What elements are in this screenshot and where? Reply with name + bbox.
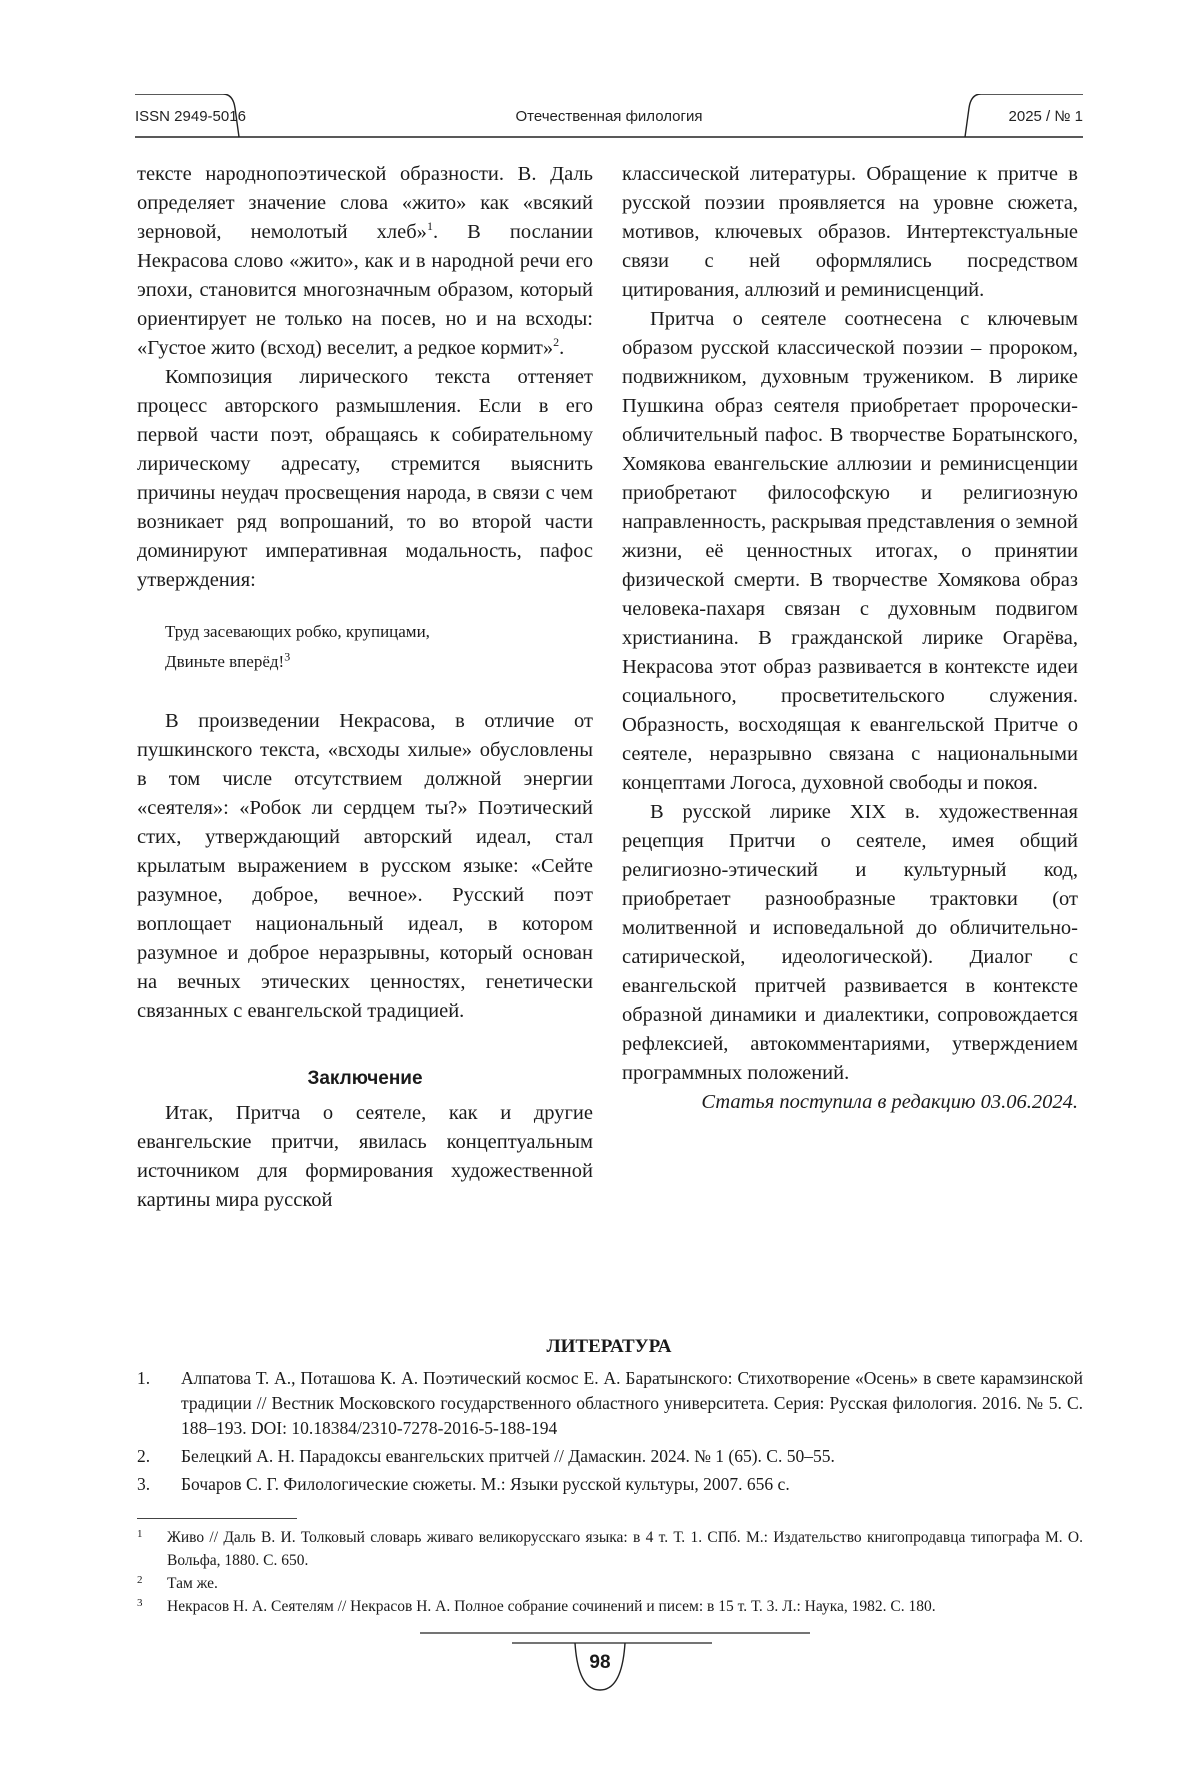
verse-line: Двиньте вперёд!$^3$ <box>165 649 291 671</box>
verse-line: Труд засевающих робко, крупицами, <box>165 622 430 641</box>
footnote: 2 Там же. <box>137 1574 218 1592</box>
footnote-ref-1[interactable]: 1 <box>426 219 433 234</box>
reference-item: 3. Бочаров С. Г. Филологические сюжеты. М.: Языки русской культуры, 2007. 656 с. <box>137 1474 790 1494</box>
references-title: ЛИТЕРАТУРА <box>546 1336 672 1357</box>
footnote: 3 Некрасов Н. А. Сеятелям // Некрасов Н. А. Полное собрание сочинений и писем: в 15 т. Т. 3. Л.: Наука, 1982. С. 180. <box>137 1597 936 1615</box>
header-issn: ISSN 2949-5016 <box>135 108 246 125</box>
paragraph: В русской лирике XIX в. художественная рецепция Притчи о сеятеле, имея общий религиозно-этический и культурный код, приобретает разнообразные трактовки (от молитвенной и исповедальной до обличительно-сатирической, идеологической). Диалог с евангельской притчей развивается в контексте образной динамики и диалектики, сопровождается рефлексией, автокомментариями, утверждением программных положений. <box>622 801 1078 1084</box>
running-header <box>135 94 1083 138</box>
reference-item: 1. Алпатова Т. А., Поташова К. А. Поэтический космос Е. А. Баратынского: Стихотворение «Осень» в свете карамзинской традиции // Вестник Московского государственного областного университета. Серия: Русская филология. 2016. № 5. С. 188–193. DOI: 10.18384/2310-7278-2016-5-188-194 <box>137 1368 1083 1438</box>
section-heading: Заключение <box>307 1068 423 1089</box>
right-column <box>622 160 1078 1117</box>
reference-item: 2. Белецкий А. Н. Парадоксы евангельских притчей // Дамаскин. 2024. № 1 (65). С. 50–55. <box>137 1446 835 1466</box>
paragraph: В произведении Некрасова, в отличие от пушкинского текста, «всходы хилые» обусловлены в том числе отсутствием должной энергии «сеятеля»: «Робок ли сердцем ты?» Поэтический стих, утверждающий авторский идеал, стал крылатым выражением в русском языке: «Сейте разумное, доброе, вечное». Русский поэт воплощает национальный идеал, в котором разумное и доброе неразрывны, который основан на вечных этических ценностях, генетически связанных с евангельской традицией. <box>137 710 593 1022</box>
paragraph: Итак, Притча о сеятеле, как и другие евангельские притчи, явилась концептуальным источником для формирования художественной картины мира русской <box>137 1102 593 1211</box>
received-date: Статья поступила в редакцию 03.06.2024. <box>701 1091 1078 1113</box>
header-journal-title: Отечественная филология <box>515 108 703 125</box>
paragraph-continued: классической литературы. Обращение к притче в русской поэзии проявляется на уровне сюжета, мотивов, ключевых образов. Интертекстуальные связи с ней оформлялись посредством цитирования, аллюзий и реминисценций. <box>622 163 1078 301</box>
footnote-divider <box>137 1518 297 1519</box>
footnote-ref-3[interactable]: 3 <box>284 649 291 664</box>
paragraph-continued: тексте народнопоэтической образности. В. Даль определяет значение слова «жито» как «всякий зерновой, немолотый хлеб»$^1$. В послании Некрасова слово «жито», как и в народной речи его эпохи, становится многозначным образом, который ориентирует не только на посев, но и на всходы: «Густое жито (всход) веселит, а редкое кормит»$^2$. <box>137 163 593 359</box>
page-number: 98 <box>589 1652 611 1673</box>
left-column <box>137 160 593 1215</box>
paragraph: Притча о сеятеле соотнесена с ключевым образом русской классической поэзии – пророком, подвижником, духовным тружеником. В лирике Пушкина образ сеятеля приобретает пророчески-обличительный пафос. В творчестве Боратынского, Хомякова евангельские аллюзии и реминисценции приобретают философскую и религиозную направленность, раскрывая представления о земной жизни, её ценностных итогах, о принятии физической смерти. В творчестве Хомякова образ человека-пахаря связан с духовным подвигом христианина. В гражданской лирике Огарёва, Некрасова этот образ развивается в контексте идеи социального, просветительского служения. Образность, восходящая к евангельской Притче о сеятеле, неразрывно связана с национальными концептами Логоса, духовной свободы и покоя. <box>622 308 1078 794</box>
header-issue: 2025 / № 1 <box>1008 108 1083 125</box>
references-list <box>137 1366 1083 1500</box>
verse-quote <box>165 617 593 677</box>
footnote: 1 Живо // Даль В. И. Толковый словарь живаго великорусскаго языка: в 4 т. Т. 1. СПб. М.: Издательство книгопродавца типографа М. О. Вольфа, 1880. С. 650. <box>137 1528 1083 1569</box>
paragraph: Композиция лирического текста оттеняет процесс авторского размышления. Если в его первой части поэт, обращаясь к собирательному лирическому адресату, стремится выяснить причины неудач просвещения народа, в связи с чем возникает ряд вопрошаний, то во второй части доминируют императивная модальность, пафос утверждения: <box>137 366 593 591</box>
footnote-ref-2[interactable]: 2 <box>553 335 560 350</box>
footnotes <box>137 1526 1083 1618</box>
